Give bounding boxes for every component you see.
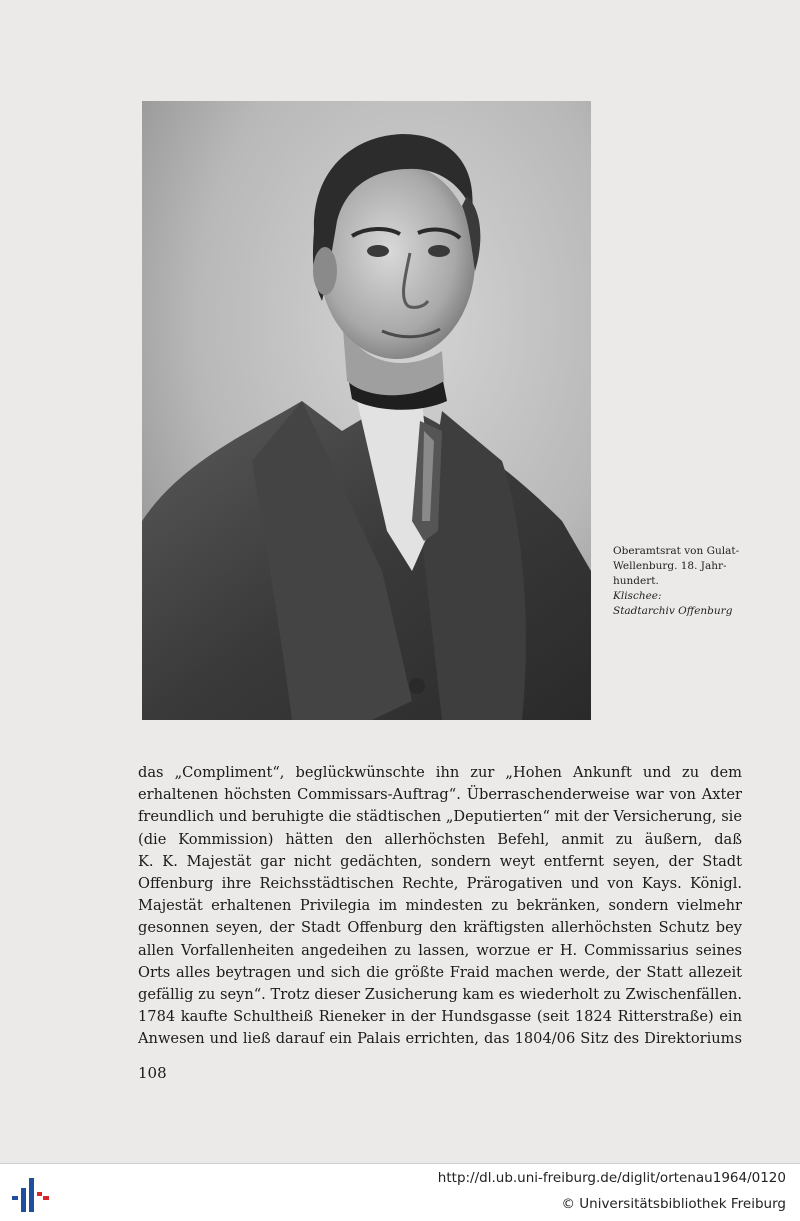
ub-freiburg-logo-icon[interactable]	[10, 1174, 50, 1214]
text-line: das „Compliment“, beglückwünschte ihn zur „Hohen Ankunft und zu dem	[138, 764, 742, 781]
caption-line: hundert.	[613, 575, 659, 587]
text-line: 1784 kaufte Schultheiß Rieneker in der Hundsgasse (seit 1824 Ritterstraße) ein	[138, 1008, 742, 1026]
portrait-image	[142, 101, 591, 720]
text-line: K. K. Majestät gar nicht gedächten, sondern weyt entfernt seyen, der Stadt	[138, 852, 742, 870]
viewer-footer	[0, 1163, 800, 1221]
caption-line: Oberamtsrat von Gulat-	[613, 545, 740, 557]
copyright-notice: © Universitätsbibliothek Freiburg	[561, 1196, 786, 1212]
text-line: Offenburg ihre Reichsstädtischen Rechte, Prärogativen und von Kays. Königl.	[138, 874, 742, 892]
caption-credit-label: Klischee:	[613, 590, 662, 602]
text-line: allen Vorfallenheiten angedeihen zu lassen, worzue er H. Commissarius seines	[138, 941, 742, 959]
text-line: Majestät erhaltenen Privilegia im mindesten zu bekränken, sondern vielmehr	[138, 897, 742, 915]
body-paragraph	[138, 762, 742, 1050]
page-number: 108	[138, 1064, 167, 1082]
text-line: (die Kommission) hätten den allerhöchsten Befehl, anmit zu äußern, daß	[138, 830, 742, 848]
caption-credit-source: Stadtarchiv Offenburg	[613, 605, 733, 617]
text-line: gefällig zu seyn“. Trotz dieser Zusicherung kam es wiederholt zu Zwischenfällen.	[138, 985, 742, 1003]
text-line: Orts alles beytragen und sich die größte Fraid machen werde, der Statt allezeit	[138, 963, 742, 981]
text-line: erhaltenen höchsten Commissars-Auftrag“. Überraschenderweise war von Axter	[138, 786, 742, 804]
image-caption	[613, 544, 793, 619]
portrait-illustration-icon	[142, 101, 591, 720]
text-line: freundlich und beruhigte die städtischen „Deputierten“ mit der Versicherung, sie	[138, 808, 742, 826]
caption-line: Wellenburg. 18. Jahr-	[613, 560, 727, 572]
text-line: gesonnen seyen, der Stadt Offenburg den kräftigsten allerhöchsten Schutz bey	[138, 919, 742, 937]
permalink-url[interactable]: http://dl.ub.uni-freiburg.de/diglit/ortenau1964/0120	[437, 1170, 786, 1186]
text-line: Anwesen und ließ darauf ein Palais errichten, das 1804/06 Sitz des Direktoriums	[138, 1030, 742, 1048]
